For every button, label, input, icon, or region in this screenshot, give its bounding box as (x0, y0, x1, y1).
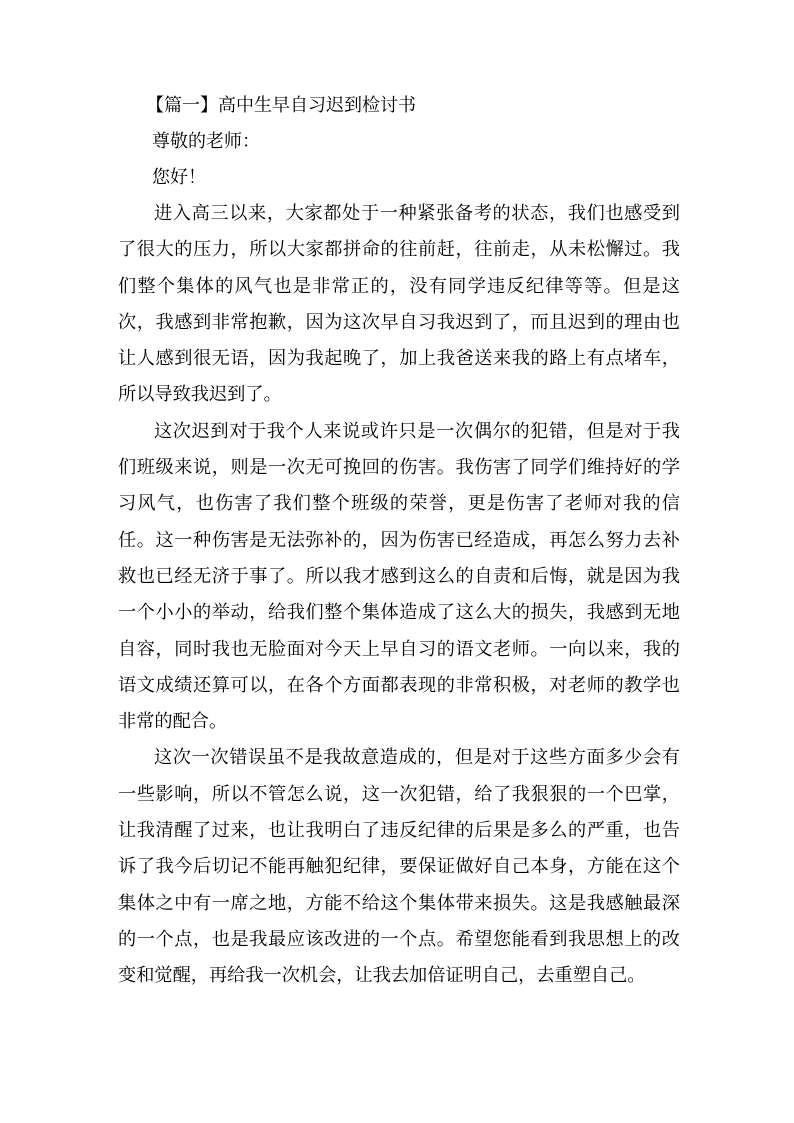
greeting: 您好！ (152, 167, 206, 188)
salutation: 尊敬的老师： (152, 131, 260, 152)
document-title: 【篇一】高中生早自习迟到检讨书 (146, 95, 416, 116)
paragraph-1: 进入高三以来，大家都处于一种紧张备考的状态，我们也感受到了很大的压力，所以大家都拼命的往前赶，往前走，从未松懈过。我们整个集体的风气也是非常正的，没有同学违反纪律等等。但是这次，我感到非常抱歉，因为这次早自习我迟到了，而且迟到的理由也让人感到很无语，因为我起晚了，加上我爸送来我的路上有点堵车，所以导致我迟到了。 (118, 203, 680, 406)
document-body (118, 88, 680, 995)
paragraph-3: 这次一次错误虽不是我故意造成的，但是对于这些方面多少会有一些影响，所以不管怎么说，这一次犯错，给了我狠狠的一个巴掌，让我清醒了过来，也让我明白了违反纪律的后果是多么的严重，也告诉了我今后切记不能再触犯纪律，要保证做好自己本身，方能在这个集体之中有一席之地，方能不给这个集体带来损失。这是我感触最深的一个点，也是我最应该改进的一个点。希望您能看到我思想上的改变和觉醒，再给我一次机会，让我去加倍证明自己，去重塑自己。 (118, 747, 680, 987)
paragraph-2: 这次迟到对于我个人来说或许只是一次偶尔的犯错，但是对于我们班级来说，则是一次无可挽回的伤害。我伤害了同学们维持好的学习风气，也伤害了我们整个班级的荣誉，更是伤害了老师对我的信任。这一种伤害是无法弥补的，因为伤害已经造成，再怎么努力去补救也已经无济于事了。所以我才感到这么的自责和后悔，就是因为我一个小小的举动，给我们整个集体造成了这么大的损失，我感到无地自容，同时我也无脸面对今天上早自习的语文老师。一向以来，我的语文成绩还算可以，在各个方面都表现的非常积极，对老师的教学也非常的配合。 (118, 420, 680, 733)
